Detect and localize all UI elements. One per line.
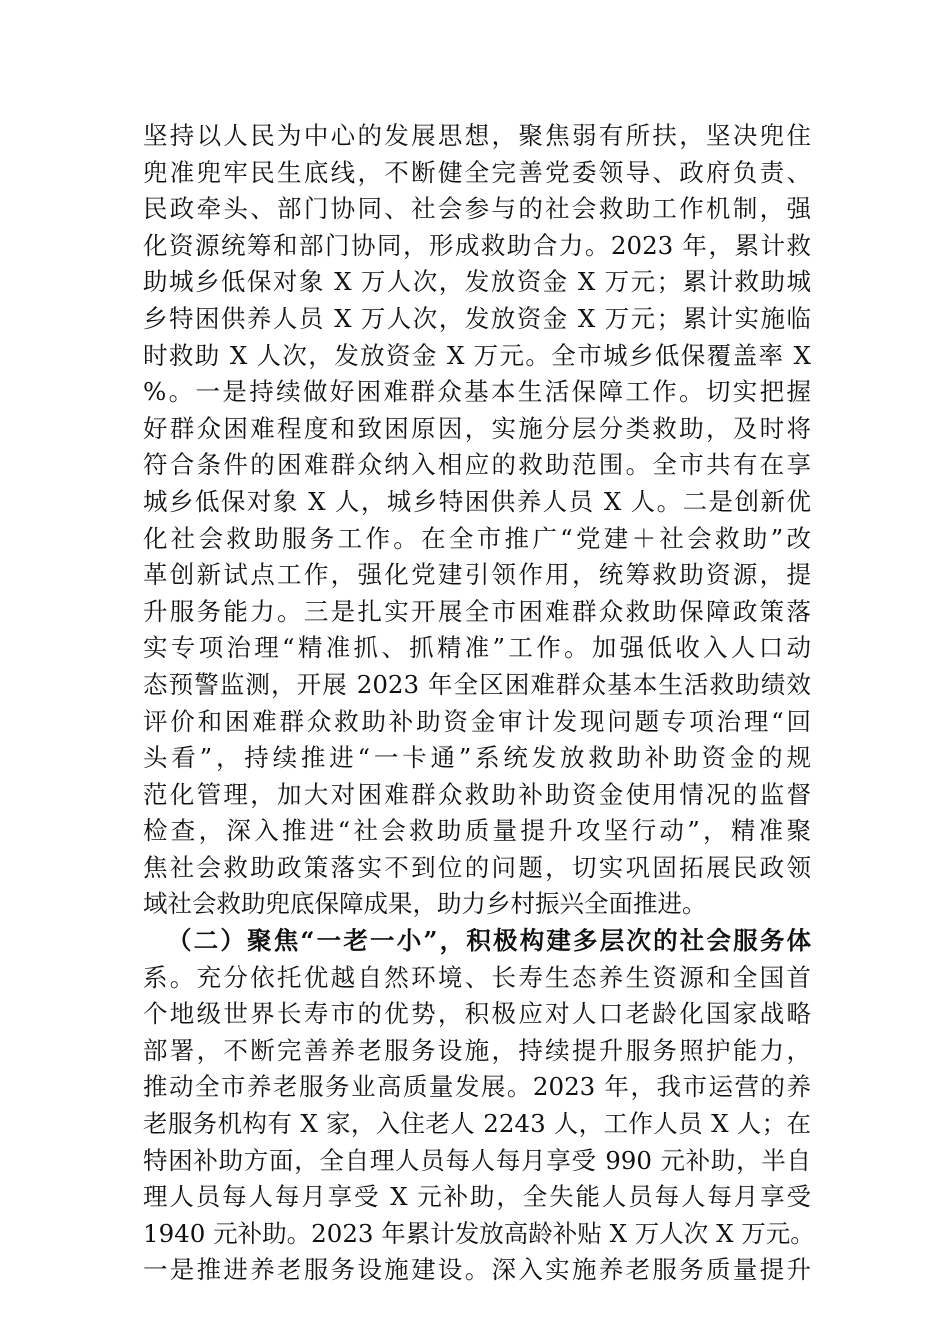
text-line: 革创新试点工作，强化党建引领作用，统筹救助资源，提	[143, 560, 811, 590]
text-line: 理人员每人每月享受 X 元补助，全失能人员每人每月享受	[143, 1182, 811, 1212]
text-line: 1940 元补助。2023 年累计发放高龄补贴 X 万人次 X 万元。	[143, 1218, 815, 1248]
text-line: 部署，不断完善养老服务设施，持续提升服务照护能力，	[143, 1035, 811, 1065]
text-line: 时救助 X 人次，发放资金 X 万元。全市城乡低保覆盖率 X	[143, 340, 811, 370]
body-text	[143, 118, 815, 1289]
text-line: 实专项治理“精准抓、抓精准”工作。加强低收入人口动	[143, 633, 811, 663]
text-line: 老服务机构有 X 家，入住老人 2243 人，工作人员 X 人；在	[143, 1109, 811, 1139]
text-line: 特困补助方面，全自理人员每人每月享受 990 元补助，半自	[143, 1145, 811, 1175]
text-line: 民政牵头、部门协同、社会参与的社会救助工作机制，强	[143, 194, 811, 224]
text-line: 坚持以人民为中心的发展思想，聚焦弱有所扶，坚决兜住	[143, 121, 811, 150]
text-line: %。一是持续做好困难群众基本生活保障工作。切实把握	[143, 377, 811, 407]
text-line: 化社会救助服务工作。在全市推广“党建＋社会救助”改	[143, 523, 811, 553]
text-line: 符合条件的困难群众纳入相应的救助范围。全市共有在享	[143, 450, 811, 480]
text-line: 城乡低保对象 X 人，城乡特困供养人员 X 人。二是创新优	[143, 486, 811, 516]
text-line: 范化管理，加大对困难群众救助补助资金使用情况的监督	[143, 779, 811, 809]
text-line: 一是推进养老服务设施建设。深入实施养老服务质量提升	[143, 1255, 811, 1285]
text-line: 升服务能力。三是扎实开展全市困难群众救助保障政策落	[143, 596, 811, 626]
text-line: 化资源统筹和部门协同，形成救助合力。2023 年，累计救	[143, 230, 811, 260]
text-line: 推动全市养老服务业高质量发展。2023 年，我市运营的养	[143, 1072, 811, 1102]
text-line: 乡特困供养人员 X 万人次，发放资金 X 万元；累计实施临	[143, 303, 811, 333]
text-line: 检查，深入推进“社会救助质量提升攻坚行动”，精准聚	[143, 816, 811, 846]
text-line: 个地级世界长寿市的优势，积极应对人口老龄化国家战略	[143, 999, 811, 1029]
text-line: 助城乡低保对象 X 万人次，发放资金 X 万元；累计救助城	[143, 267, 811, 297]
text-line: 评价和困难群众救助补助资金审计发现问题专项治理“回	[143, 706, 811, 736]
section-heading: （二）聚焦“一老一小”，积极构建多层次的社会服务体	[167, 926, 811, 956]
text-line: 头看”，持续推进“一卡通”系统发放救助补助资金的规	[143, 743, 811, 773]
text-line: 焦社会救助政策落实不到位的问题，切实巩固拓展民政领	[143, 852, 811, 882]
text-line: 域社会救助兜底保障成果，助力乡村振兴全面推进。	[143, 889, 707, 919]
text-line: 兜准兜牢民生底线，不断健全完善党委领导、政府负责、	[143, 157, 811, 187]
text-line: 系。充分依托优越自然环境、长寿生态养生资源和全国首	[143, 962, 811, 992]
text-line: 好群众困难程度和致困原因，实施分层分类救助，及时将	[143, 413, 811, 443]
text-line: 态预警监测，开展 2023 年全区困难群众基本生活救助绩效	[143, 669, 811, 699]
